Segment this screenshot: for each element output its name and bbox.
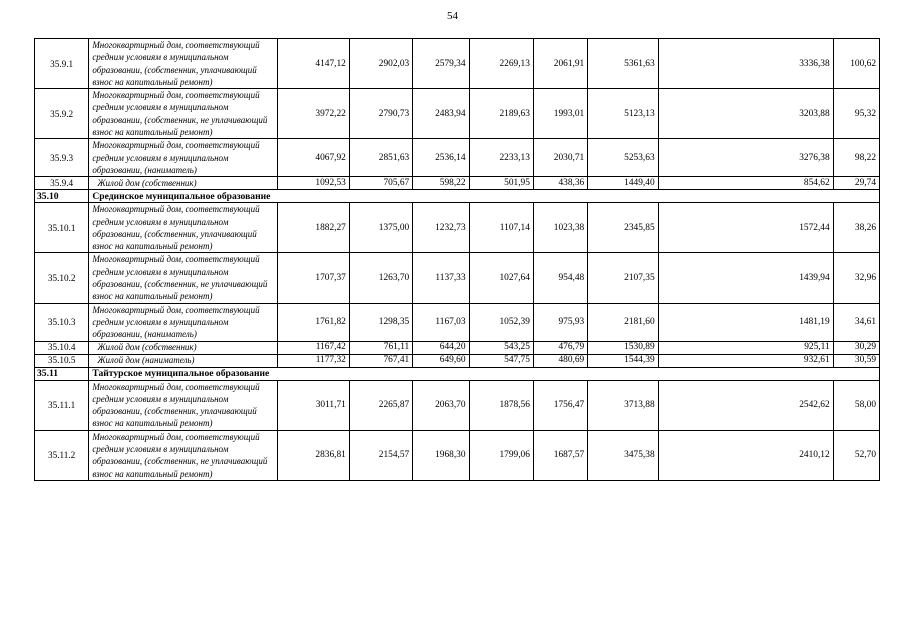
- value-cell: 1572,44: [658, 203, 833, 253]
- value-cell: 2107,35: [588, 253, 658, 303]
- value-cell: 30,29: [833, 341, 879, 354]
- row-code: 35.9.1: [35, 39, 89, 89]
- row-description: Многоквартирный дом, соответствующий средним условиям в муниципальном образовании, (собственник, уплачивающий взнос на капитальный ремонт): [89, 39, 278, 89]
- value-cell: 476,79: [533, 341, 587, 354]
- value-cell: 5253,63: [588, 139, 658, 177]
- value-cell: 1023,38: [533, 203, 587, 253]
- value-cell: 1263,70: [349, 253, 412, 303]
- value-cell: 1993,01: [533, 89, 587, 139]
- value-cell: 3011,71: [278, 380, 349, 430]
- value-cell: 2269,13: [469, 39, 533, 89]
- row-description: Многоквартирный дом, соответствующий средним условиям в муниципальном образовании, (наниматель): [89, 139, 278, 177]
- value-cell: 1544,39: [588, 354, 658, 367]
- value-cell: 2483,94: [413, 89, 469, 139]
- tariff-table: [34, 38, 880, 481]
- value-cell: 3713,88: [588, 380, 658, 430]
- row-code: 35.9.2: [35, 89, 89, 139]
- value-cell: 1878,56: [469, 380, 533, 430]
- section-row: [35, 190, 880, 203]
- value-cell: 2189,63: [469, 89, 533, 139]
- value-cell: 5123,13: [588, 89, 658, 139]
- row-description: Жилой дом (собственник): [89, 177, 278, 190]
- table-row: [35, 253, 880, 303]
- value-cell: 1968,30: [413, 430, 469, 480]
- value-cell: 2579,34: [413, 39, 469, 89]
- value-cell: 1439,94: [658, 253, 833, 303]
- value-cell: 30,59: [833, 354, 879, 367]
- value-cell: 1092,53: [278, 177, 349, 190]
- value-cell: 925,11: [658, 341, 833, 354]
- value-cell: 4067,92: [278, 139, 349, 177]
- section-code: 35.10: [35, 190, 89, 203]
- value-cell: 3203,88: [658, 89, 833, 139]
- row-description: Многоквартирный дом, соответствующий средним условиям в муниципальном образовании, (собственник, уплачивающий взнос на капитальный ремонт): [89, 203, 278, 253]
- value-cell: 644,20: [413, 341, 469, 354]
- value-cell: 1707,37: [278, 253, 349, 303]
- table-row: [35, 203, 880, 253]
- value-cell: 2536,14: [413, 139, 469, 177]
- value-cell: 34,61: [833, 303, 879, 341]
- row-description: Многоквартирный дом, соответствующий средним условиям в муниципальном образовании, (собственник, уплачивающий взнос на капитальный ремонт): [89, 380, 278, 430]
- section-title: Срединское муниципальное образование: [89, 190, 880, 203]
- row-code: 35.11.2: [35, 430, 89, 480]
- value-cell: 2851,63: [349, 139, 412, 177]
- table-row: [35, 341, 880, 354]
- value-cell: 1882,27: [278, 203, 349, 253]
- row-code: 35.10.2: [35, 253, 89, 303]
- table-row: [35, 39, 880, 89]
- row-code: 35.10.1: [35, 203, 89, 253]
- value-cell: 5361,63: [588, 39, 658, 89]
- value-cell: 1177,32: [278, 354, 349, 367]
- value-cell: 32,96: [833, 253, 879, 303]
- value-cell: 3276,38: [658, 139, 833, 177]
- value-cell: 761,11: [349, 341, 412, 354]
- value-cell: 705,67: [349, 177, 412, 190]
- value-cell: 1298,35: [349, 303, 412, 341]
- row-code: 35.9.3: [35, 139, 89, 177]
- value-cell: 2233,13: [469, 139, 533, 177]
- value-cell: 543,25: [469, 341, 533, 354]
- value-cell: 1232,73: [413, 203, 469, 253]
- row-code: 35.10.3: [35, 303, 89, 341]
- row-description: Многоквартирный дом, соответствующий средним условиям в муниципальном образовании, (собственник, не уплачивающий взнос на капитальный ремонт): [89, 89, 278, 139]
- value-cell: 1027,64: [469, 253, 533, 303]
- page-number: 54: [447, 10, 458, 22]
- value-cell: 1799,06: [469, 430, 533, 480]
- section-row: [35, 367, 880, 380]
- value-cell: 1167,03: [413, 303, 469, 341]
- value-cell: 100,62: [833, 39, 879, 89]
- table-row: [35, 177, 880, 190]
- value-cell: 2790,73: [349, 89, 412, 139]
- value-cell: 98,22: [833, 139, 879, 177]
- value-cell: 547,75: [469, 354, 533, 367]
- value-cell: 501,95: [469, 177, 533, 190]
- table-row: [35, 430, 880, 480]
- value-cell: 2542,62: [658, 380, 833, 430]
- value-cell: 767,41: [349, 354, 412, 367]
- value-cell: 1137,33: [413, 253, 469, 303]
- value-cell: 1167,42: [278, 341, 349, 354]
- row-description: Жилой дом (собственник): [89, 341, 278, 354]
- section-title: Тайтурское муниципальное образование: [89, 367, 880, 380]
- value-cell: 2154,57: [349, 430, 412, 480]
- value-cell: 2410,12: [658, 430, 833, 480]
- table-row: [35, 303, 880, 341]
- table-row: [35, 89, 880, 139]
- row-description: Жилой дом (наниматель): [89, 354, 278, 367]
- value-cell: 1481,19: [658, 303, 833, 341]
- table-row: [35, 354, 880, 367]
- value-cell: 1052,39: [469, 303, 533, 341]
- value-cell: 954,48: [533, 253, 587, 303]
- value-cell: 854,62: [658, 177, 833, 190]
- value-cell: 2836,81: [278, 430, 349, 480]
- row-description: Многоквартирный дом, соответствующий средним условиям в муниципальном образовании, (наниматель): [89, 303, 278, 341]
- value-cell: 975,93: [533, 303, 587, 341]
- value-cell: 1449,40: [588, 177, 658, 190]
- value-cell: 1761,82: [278, 303, 349, 341]
- value-cell: 1687,57: [533, 430, 587, 480]
- value-cell: 2181,60: [588, 303, 658, 341]
- value-cell: 649,60: [413, 354, 469, 367]
- value-cell: 2030,71: [533, 139, 587, 177]
- row-description: Многоквартирный дом, соответствующий средним условиям в муниципальном образовании, (собственник, не уплачивающий взнос на капитальный ремонт): [89, 430, 278, 480]
- value-cell: 1375,00: [349, 203, 412, 253]
- value-cell: 2345,85: [588, 203, 658, 253]
- row-code: 35.9.4: [35, 177, 89, 190]
- value-cell: 1107,14: [469, 203, 533, 253]
- value-cell: 438,36: [533, 177, 587, 190]
- value-cell: 1756,47: [533, 380, 587, 430]
- table-body: [35, 39, 880, 481]
- value-cell: 3972,22: [278, 89, 349, 139]
- value-cell: 29,74: [833, 177, 879, 190]
- value-cell: 932,61: [658, 354, 833, 367]
- table-row: [35, 139, 880, 177]
- value-cell: 2265,87: [349, 380, 412, 430]
- row-description: Многоквартирный дом, соответствующий средним условиям в муниципальном образовании, (собственник, не уплачивающий взнос на капитальный ремонт): [89, 253, 278, 303]
- value-cell: 480,69: [533, 354, 587, 367]
- value-cell: 598,22: [413, 177, 469, 190]
- table-row: [35, 380, 880, 430]
- section-code: 35.11: [35, 367, 89, 380]
- value-cell: 38,26: [833, 203, 879, 253]
- value-cell: 4147,12: [278, 39, 349, 89]
- value-cell: 1530,89: [588, 341, 658, 354]
- value-cell: 58,00: [833, 380, 879, 430]
- value-cell: 3336,38: [658, 39, 833, 89]
- value-cell: 2063,70: [413, 380, 469, 430]
- value-cell: 95,32: [833, 89, 879, 139]
- value-cell: 2902,03: [349, 39, 412, 89]
- row-code: 35.10.4: [35, 341, 89, 354]
- value-cell: 52,70: [833, 430, 879, 480]
- row-code: 35.11.1: [35, 380, 89, 430]
- row-code: 35.10.5: [35, 354, 89, 367]
- value-cell: 2061,91: [533, 39, 587, 89]
- value-cell: 3475,38: [588, 430, 658, 480]
